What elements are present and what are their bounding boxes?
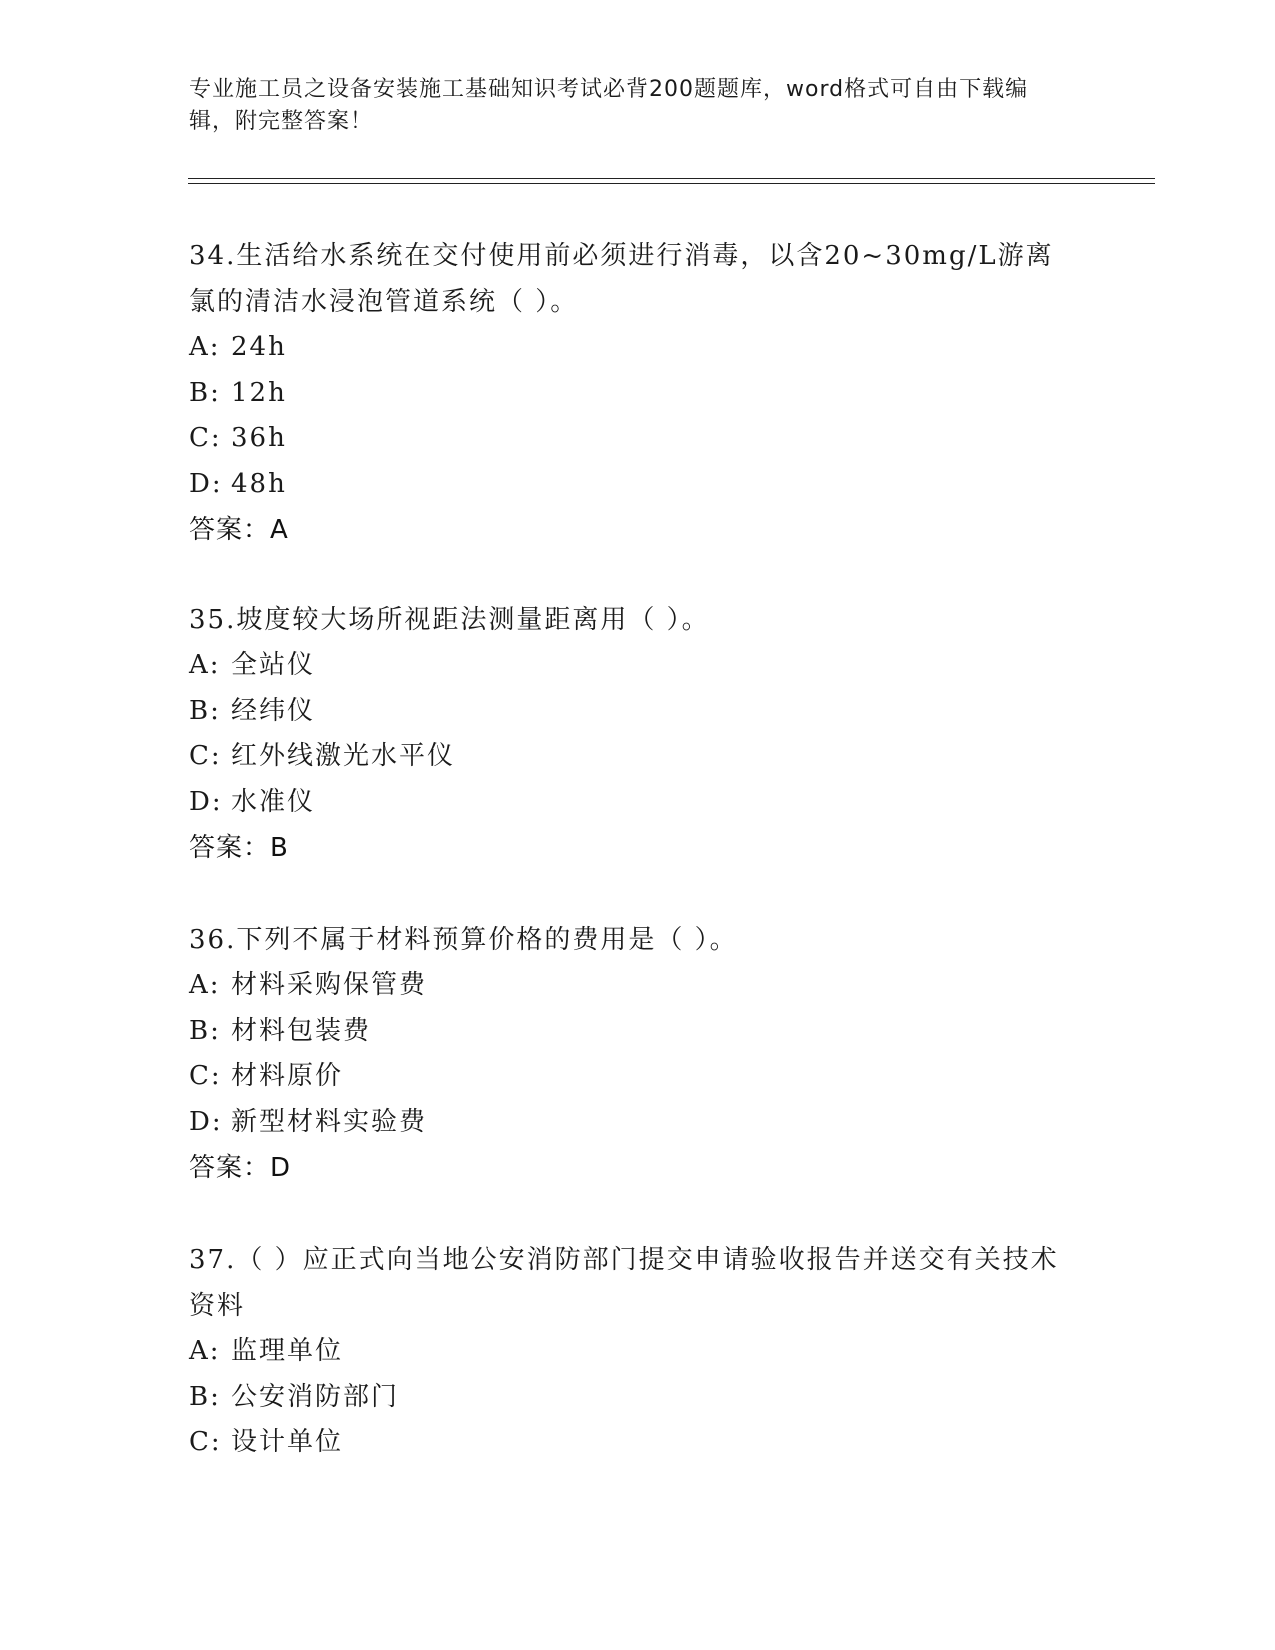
option-text: 48h: [231, 468, 287, 499]
option-c: [189, 1054, 1069, 1100]
header-divider-top: [188, 178, 1155, 179]
option-text: 材料原价: [231, 1061, 344, 1091]
option-c: [189, 734, 1069, 780]
document-header-title: 专业施工员之设备安装施工基础知识考试必背200题题库，word格式可自由下载编辑，附完整答案！: [189, 77, 1029, 134]
option-a: [189, 963, 1069, 1009]
option-d: [189, 780, 1069, 826]
option-text: 水准仪: [231, 786, 316, 817]
option-text: 经纬仪: [231, 695, 316, 726]
answer-label: 答案：B: [189, 833, 289, 863]
option-a: [189, 643, 1069, 689]
question-text: 34.生活给水系统在交付使用前必须进行消毒，以含20~30mg/L游离氯的清洁水浸泡管道系统（ ）。: [189, 241, 1054, 317]
option-b: [189, 371, 1069, 417]
option-d: [189, 462, 1069, 508]
question-34: [189, 233, 1069, 553]
question-37: [189, 1237, 1069, 1466]
option-letter: C:: [189, 1061, 222, 1091]
option-letter: D:: [189, 468, 223, 499]
option-letter: B:: [189, 1015, 221, 1046]
option-text: 全站仪: [231, 650, 316, 680]
option-text: 红外线激光水平仪: [231, 741, 456, 771]
option-letter: C:: [189, 741, 222, 771]
option-text: 24h: [231, 332, 287, 362]
question-text: 36.下列不属于材料预算价格的费用是（ ）。: [189, 925, 738, 955]
option-text: 36h: [231, 423, 287, 453]
option-a: [189, 1329, 1069, 1375]
option-b: [189, 1009, 1069, 1055]
option-c: [189, 1420, 1069, 1466]
option-letter: C:: [189, 423, 222, 453]
question-36: [189, 917, 1069, 1191]
option-b: [189, 1375, 1069, 1421]
question-text: 37.（ ）应正式向当地公安消防部门提交申请验收报告并送交有关技术资料: [189, 1245, 1059, 1321]
answer-label: 答案：D: [189, 1153, 292, 1183]
question-text: 35.坡度较大场所视距法测量距离用（ ）。: [189, 605, 710, 635]
option-b: [189, 689, 1069, 735]
option-letter: B:: [189, 695, 221, 726]
option-text: 公安消防部门: [231, 1381, 400, 1412]
option-text: 材料包装费: [231, 1015, 372, 1046]
option-c: [189, 416, 1069, 462]
option-a: [189, 325, 1069, 371]
option-letter: A:: [189, 1336, 221, 1366]
option-d: [189, 1100, 1069, 1146]
answer-label: 答案：A: [189, 515, 289, 545]
option-letter: A:: [189, 970, 221, 1000]
option-letter: A:: [189, 650, 221, 680]
option-letter: D:: [189, 786, 223, 817]
question-35: [189, 597, 1069, 871]
option-letter: B:: [189, 1381, 221, 1412]
option-text: 材料采购保管费: [231, 970, 428, 1000]
option-text: 设计单位: [231, 1427, 344, 1457]
option-text: 监理单位: [231, 1336, 344, 1366]
option-letter: C:: [189, 1427, 222, 1457]
option-text: 12h: [231, 377, 287, 408]
header-divider-bottom: [188, 183, 1155, 184]
option-text: 新型材料实验费: [231, 1106, 428, 1137]
option-letter: D:: [189, 1106, 223, 1137]
option-letter: A:: [189, 332, 221, 362]
option-letter: B:: [189, 377, 221, 408]
